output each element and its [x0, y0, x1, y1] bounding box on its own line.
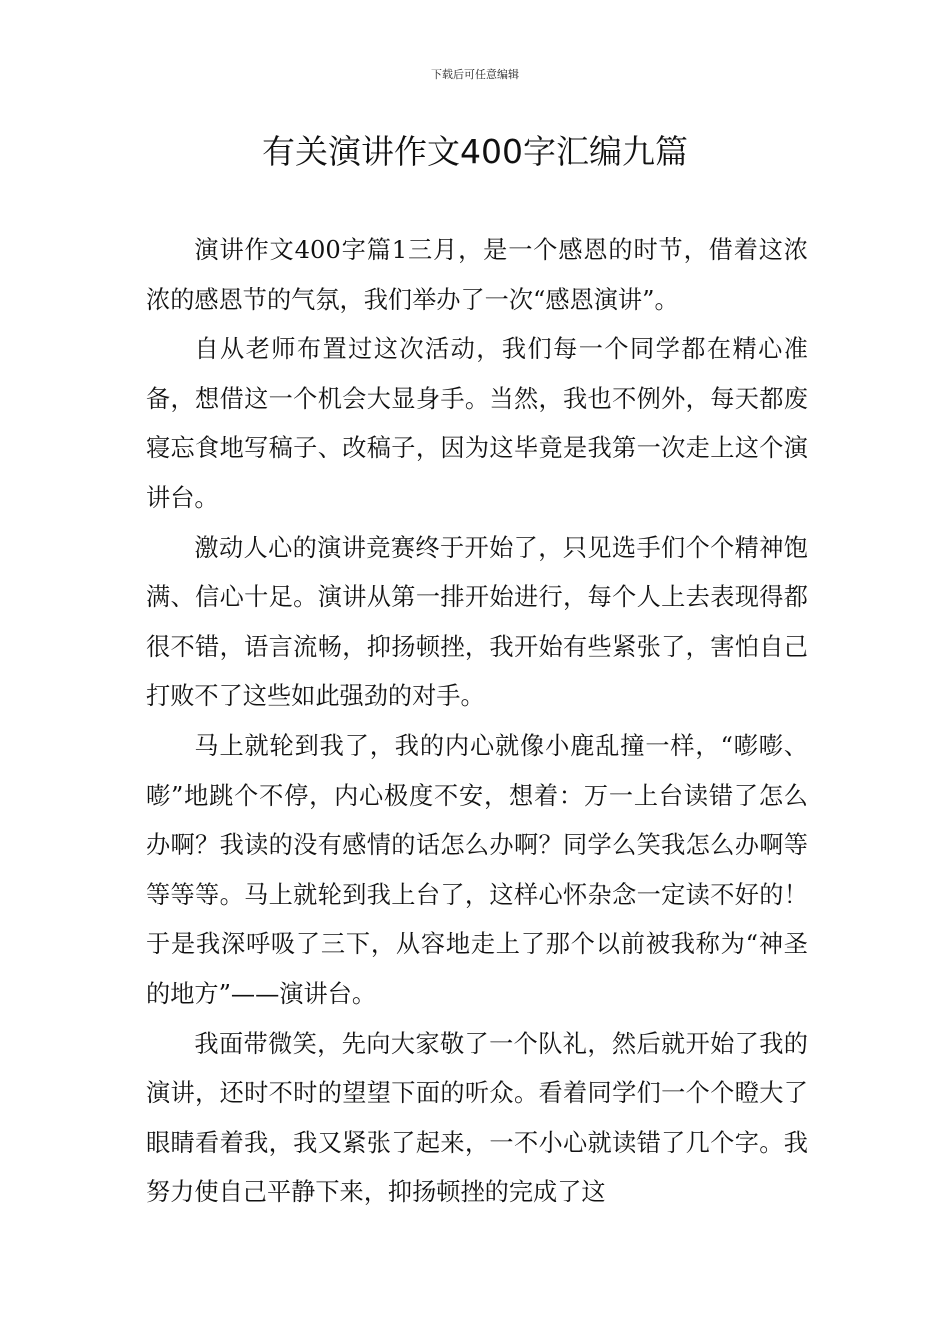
- document-body: [146, 226, 808, 1218]
- paragraph-5: 我面带微笑，先向大家敬了一个队礼，然后就开始了我的演讲，还时不时的望望下面的听众。看着同学们一个个瞪大了眼睛看着我，我又紧张了起来，一不小心就读错了几个字。我努力使自己平静下来，抑扬顿挫的完成了这: [146, 1029, 808, 1207]
- document-title: 有关演讲作文400字汇编九篇: [262, 132, 688, 171]
- paragraph-3: 激动人心的演讲竞赛终于开始了，只见选手们个个精神饱满、信心十足。演讲从第一排开始进行，每个人上去表现得都很不错，语言流畅，抑扬顿挫，我开始有些紧张了，害怕自己打败不了这些如此强劲的对手。: [146, 533, 808, 711]
- header-note: 下载后可任意编辑: [431, 68, 519, 81]
- paragraph-4: 马上就轮到我了，我的内心就像小鹿乱撞一样，“嘭嘭、嘭”地跳个不停，内心极度不安，想着：万一上台读错了怎么办啊？我读的没有感情的话怎么办啊？同学么笑我怎么办啊等等等等。马上就轮到我上台了，这样心怀杂念一定读不好的！于是我深呼吸了三下，从容地走上了那个以前被我称为“神圣的地方”——演讲台。: [146, 731, 808, 1008]
- paragraph-2: 自从老师布置过这次活动，我们每一个同学都在精心准备，想借这一个机会大显身手。当然，我也不例外，每天都废寝忘食地写稿子、改稿子，因为这毕竟是我第一次走上这个演讲台。: [146, 335, 808, 512]
- paragraph-1: 演讲作文400字篇1三月，是一个感恩的时节，借着这浓浓的感恩节的气氛，我们举办了一次“感恩演讲”。: [146, 236, 808, 314]
